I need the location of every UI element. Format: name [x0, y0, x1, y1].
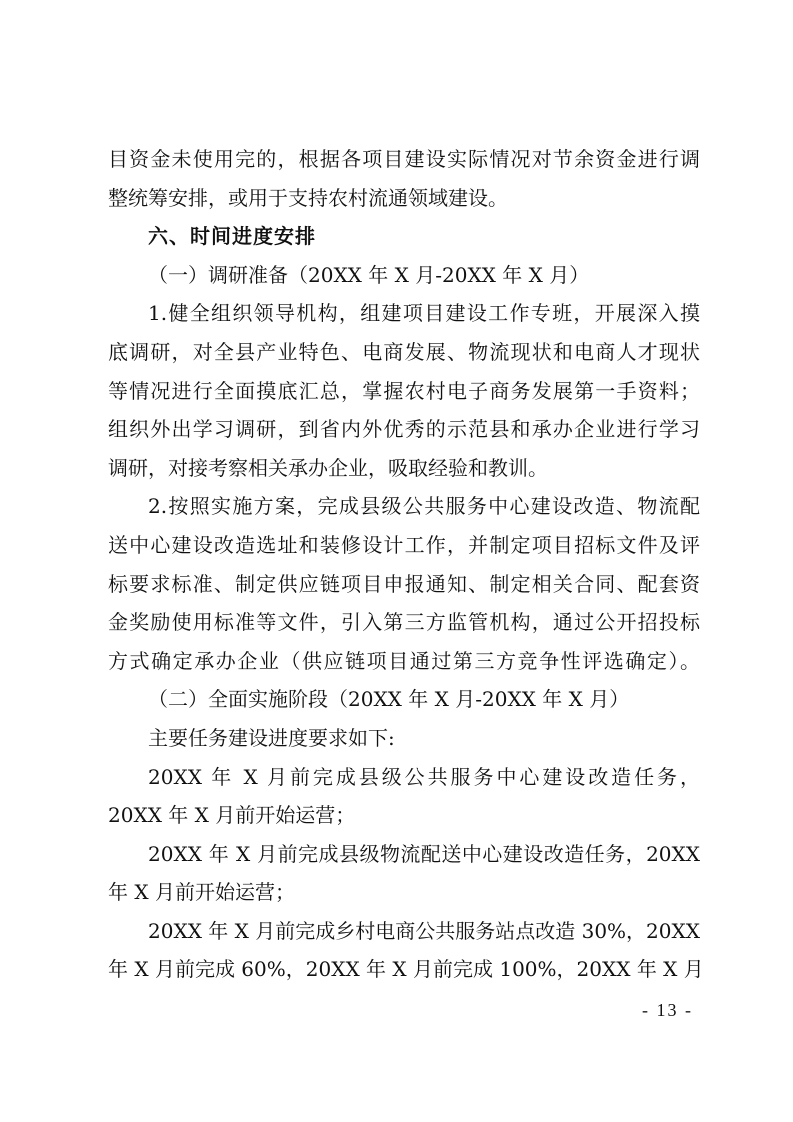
paragraph-line: 金奖励使用标准等文件，引入第三方监管机构，通过公开招投标 [108, 610, 700, 635]
paragraph-line: 主要任务建设进度要求如下: [148, 725, 395, 750]
paragraph-line: 方式确定承办企业（供应链项目通过第三方竞争性评选确定）。 [108, 648, 700, 673]
paragraph-line: 20XX 年 X 月前完成县级公共服务中心建设改造任务， [148, 764, 700, 789]
paragraph-line: 20XX 年 X 月前开始运营； [108, 803, 356, 828]
paragraph-line: 2.按照实施方案，完成县级公共服务中心建设改造、物流配 [148, 494, 700, 519]
paragraph-line: 调研，对接考察相关承办企业，吸取经验和教训。 [108, 455, 548, 480]
paragraph-line: 组织外出学习调研，到省内外优秀的示范县和承办企业进行学习 [108, 417, 700, 442]
paragraph-line: 目资金未使用完的，根据各项目建设实际情况对节余资金进行调 [108, 147, 700, 171]
subsection-heading: （二）全面实施阶段（20XX 年 X 月-20XX 年 X 月） [148, 687, 630, 712]
section-heading: 六、时间进度安排 [148, 224, 316, 249]
subsection-heading: （一）调研准备（20XX 年 X 月-20XX 年 X 月） [148, 262, 590, 287]
paragraph-line: 标要求标准、制定供应链项目申报通知、制定相关合同、配套资 [108, 571, 700, 596]
paragraph-line: 等情况进行全面摸底汇总，掌握农村电子商务发展第一手资料； [108, 378, 700, 403]
paragraph-line: 底调研，对全县产业特色、电商发展、物流现状和电商人才现状 [108, 339, 700, 364]
page-number: - 13 - [642, 1000, 693, 1020]
paragraph-line: 送中心建设改造选址和装修设计工作，并制定项目招标文件及评 [108, 532, 700, 557]
paragraph-line: 20XX 年 X 月前完成乡村电商公共服务站点改造 30%，20XX [148, 918, 700, 943]
paragraph-line: 年 X 月前开始运营； [108, 880, 295, 905]
paragraph-line: 年 X 月前完成 60%，20XX 年 X 月前完成 100%，20XX 年 X 月 [108, 957, 704, 982]
document-body [108, 140, 704, 989]
paragraph-line: 1.健全组织领导机构，组建项目建设工作专班，开展深入摸 [148, 301, 700, 326]
paragraph-line: 整统筹安排，或用于支持农村流通领域建设。 [108, 185, 508, 210]
paragraph-line: 20XX 年 X 月前完成县级物流配送中心建设改造任务，20XX [148, 841, 700, 866]
